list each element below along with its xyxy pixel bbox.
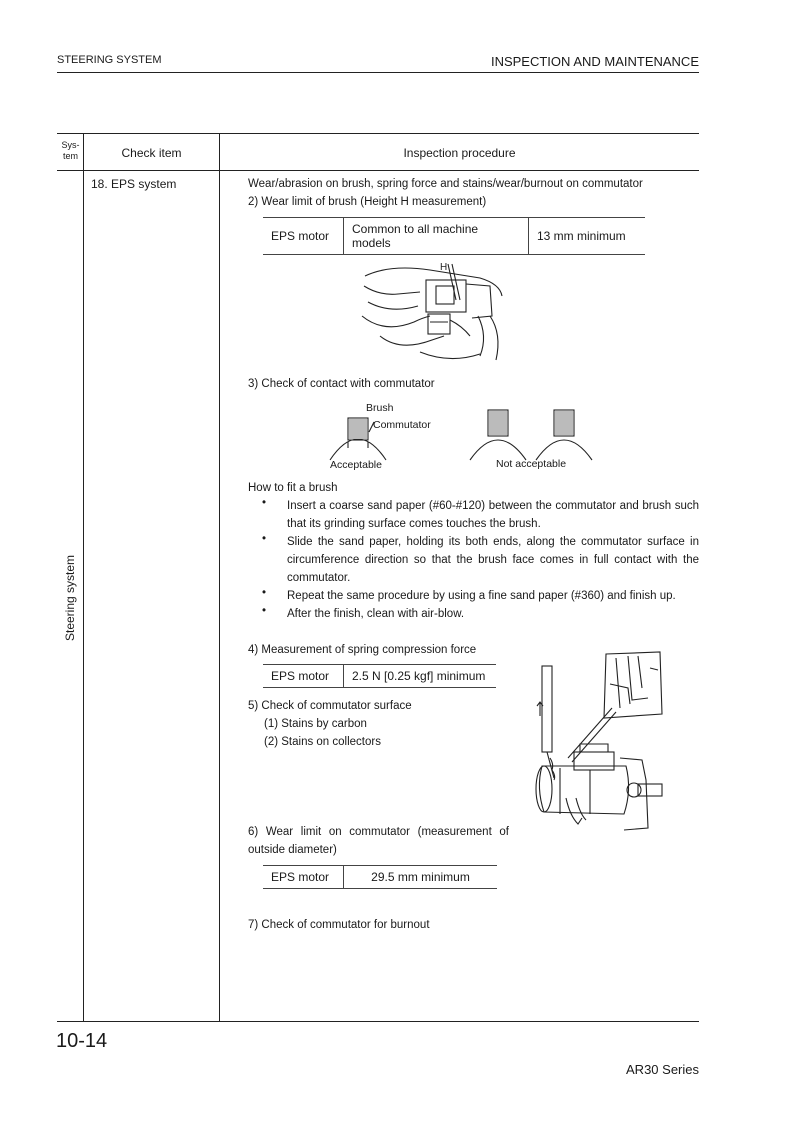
bullet-4-dot: • bbox=[262, 605, 267, 617]
label-commutator: Commutator bbox=[373, 419, 431, 431]
s5-item-2: (2) Stains on collectors bbox=[264, 736, 381, 748]
intro-text: Wear/abrasion on brush, spring force and stains/wear/burnout on commutator bbox=[248, 178, 643, 190]
s2-spec-table bbox=[263, 217, 645, 255]
motor-spring-figure bbox=[520, 648, 666, 844]
table-head-rule bbox=[57, 170, 699, 171]
col-head-check-item: Check item bbox=[121, 146, 182, 160]
s6-cell-value: 29.5 mm minimum bbox=[344, 866, 498, 889]
s4-cell-motor: EPS motor bbox=[271, 669, 330, 683]
header-right: INSPECTION AND MAINTENANCE bbox=[490, 54, 699, 69]
header-left: STEERING SYSTEM bbox=[57, 54, 162, 66]
s5-item-1: (1) Stains by carbon bbox=[264, 718, 367, 730]
s4-cell-value: 2.5 N [0.25 kgf] minimum bbox=[344, 665, 497, 688]
system-label: Steering system bbox=[63, 554, 77, 642]
s4-spec-table bbox=[263, 664, 496, 688]
col-head-system: Sys- tem bbox=[61, 140, 80, 161]
s4-title: 4) Measurement of spring compression force bbox=[248, 644, 477, 656]
bullet-1-text: Insert a coarse sand paper (#60-#120) between the commutator and brush such that its grinding surface comes touches the brush. bbox=[287, 500, 699, 530]
s6-spec-table bbox=[263, 865, 497, 889]
page-number: 10-14 bbox=[56, 1030, 108, 1052]
s3-title: 3) Check of contact with commutator bbox=[248, 378, 435, 390]
bullet-3-dot: • bbox=[262, 587, 267, 599]
bullet-2-dot: • bbox=[262, 533, 267, 545]
bullet-3-text: Repeat the same procedure by using a fine sand paper (#360) and finish up. bbox=[287, 590, 676, 602]
fit-title: How to fit a brush bbox=[248, 482, 338, 494]
label-acceptable: Acceptable bbox=[330, 459, 382, 471]
s2-cell-motor: EPS motor bbox=[271, 229, 330, 243]
bullet-2-text: Slide the sand paper, holding its both ends, along the commutator surface in circumference direction so that the brush face comes in full contact with the commutator. bbox=[287, 536, 699, 584]
s6-cell-motor: EPS motor bbox=[271, 870, 330, 884]
table-bottom-rule bbox=[57, 1021, 699, 1022]
fig-h-label: H bbox=[440, 262, 448, 273]
s2-cell-models: Common to all machine models bbox=[344, 218, 529, 255]
bullet-1-dot: • bbox=[262, 497, 267, 509]
brush-height-figure bbox=[360, 256, 510, 368]
s6-title: 6) Wear limit on commutator (measurement of outside diameter) bbox=[248, 826, 509, 856]
bullet-4-text: After the finish, clean with air-blow. bbox=[287, 608, 465, 620]
label-brush: Brush bbox=[366, 402, 394, 414]
series-name: AR30 Series bbox=[626, 1062, 699, 1077]
s2-cell-value: 13 mm minimum bbox=[529, 218, 646, 255]
table-top-rule bbox=[57, 133, 699, 134]
label-not-acceptable: Not acceptable bbox=[496, 458, 567, 470]
s5-title: 5) Check of commutator surface bbox=[248, 700, 412, 712]
col-head-procedure: Inspection procedure bbox=[403, 146, 516, 160]
header-rule bbox=[57, 72, 699, 73]
col-divider-2 bbox=[219, 133, 220, 1021]
s2-title: 2) Wear limit of brush (Height H measurement) bbox=[248, 196, 487, 208]
check-item-label: 18. EPS system bbox=[91, 177, 177, 191]
s7-title: 7) Check of commutator for burnout bbox=[248, 919, 430, 931]
col-divider-1 bbox=[83, 133, 84, 1021]
